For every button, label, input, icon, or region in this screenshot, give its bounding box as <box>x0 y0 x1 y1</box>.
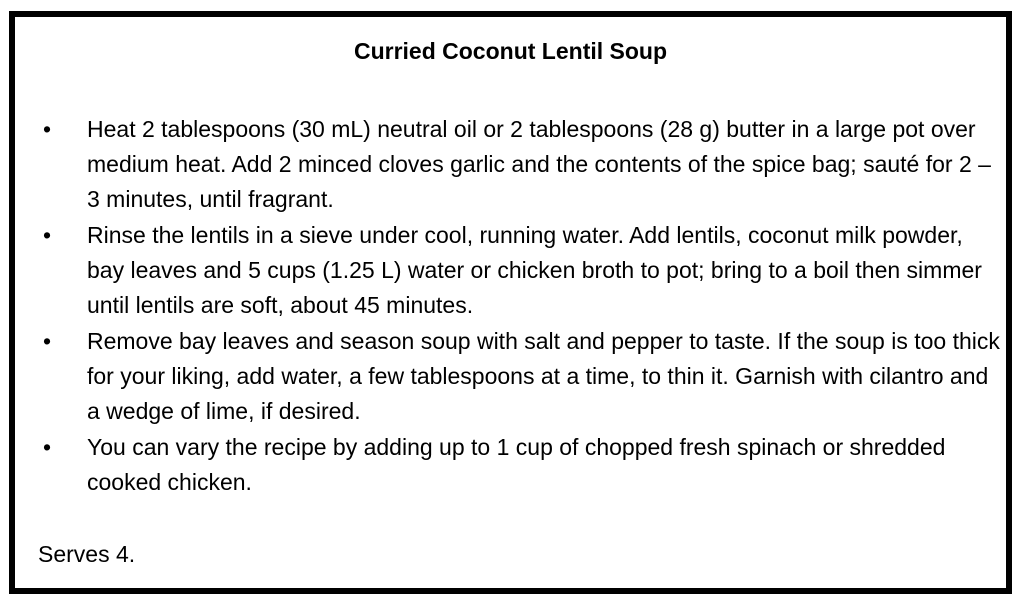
bullet-icon: • <box>43 222 52 248</box>
bullet-icon: • <box>43 328 52 354</box>
serves-note: Serves 4. <box>38 541 136 567</box>
list-item <box>15 112 1000 217</box>
recipe-title: Curried Coconut Lentil Soup <box>353 38 668 64</box>
bullet-icon: • <box>43 434 52 460</box>
list-item <box>15 430 1000 500</box>
list-item <box>15 324 1000 429</box>
bullet-icon: • <box>43 116 52 142</box>
recipe-card <box>9 11 1012 594</box>
step-text: Rinse the lentils in a sieve under cool, running water. Add lentils, coconut milk powder, bay leaves and 5 cups (1.25 L) water or chicken broth to pot; bring to a boil then simmer until lentils are soft, about 45 minutes. <box>87 222 982 318</box>
instruction-list <box>15 112 1000 501</box>
step-text: Remove bay leaves and season soup with salt and pepper to taste. If the soup is too thick for your liking, add water, a few tablespoons at a time, to thin it. Garnish with cilantro and a wedge of lime, if desired. <box>87 328 1000 424</box>
list-item <box>15 218 1000 323</box>
step-text: Heat 2 tablespoons (30 mL) neutral oil or 2 tablespoons (28 g) butter in a large pot over medium heat. Add 2 minced cloves garlic and the contents of the spice bag; sauté for 2 – 3 minutes, until fragrant. <box>87 116 991 212</box>
step-text: You can vary the recipe by adding up to 1 cup of chopped fresh spinach or shredded cooked chicken. <box>87 434 946 495</box>
